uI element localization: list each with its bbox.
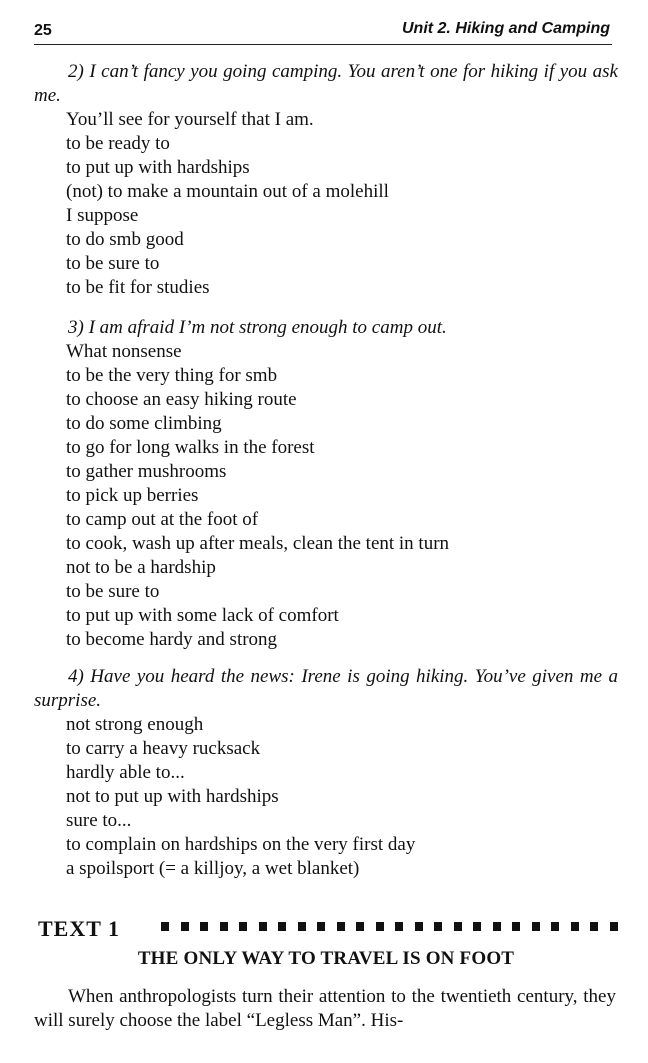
exercise-section-3 xyxy=(34,316,618,652)
decorative-square-rule xyxy=(161,922,618,934)
text-label: TEXT 1 xyxy=(38,916,121,941)
phrase-item: a spoilsport (= a killjoy, a wet blanket) xyxy=(66,858,360,879)
unit-title: Unit 2. Hiking and Camping xyxy=(401,20,610,37)
phrase-item: to gather mushrooms xyxy=(66,461,227,482)
text-title: THE ONLY WAY TO TRAVEL IS ON FOOT xyxy=(137,948,515,969)
phrase-item: to go for long walks in the forest xyxy=(66,437,315,458)
question-4: 4) Have you heard the news: Irene is going hiking. You’ve given me a surprise. xyxy=(34,666,618,711)
phrase-item: to complain on hardships on the very first day xyxy=(66,834,416,855)
phrase-item: sure to... xyxy=(66,810,132,831)
question-2: 2) I can’t fancy you going camping. You aren’t one for hiking if you ask me. xyxy=(34,61,618,106)
phrase-item: to cook, wash up after meals, clean the tent in turn xyxy=(66,533,450,554)
exercise-section-2 xyxy=(34,60,618,300)
exercise-section-4 xyxy=(34,665,618,881)
phrase-list-3 xyxy=(34,340,618,652)
phrase-item: to camp out at the foot of xyxy=(66,509,259,530)
phrase-item: to become hardy and strong xyxy=(66,629,278,650)
phrase-item: (not) to make a mountain out of a molehill xyxy=(66,181,389,202)
phrase-item: not strong enough xyxy=(66,714,204,735)
phrase-item: not to be a hardship xyxy=(66,557,216,578)
question-3: 3) I am afraid I’m not strong enough to camp out. xyxy=(68,317,447,338)
phrase-item: to be sure to xyxy=(66,253,160,274)
phrase-item: You’ll see for yourself that I am. xyxy=(66,109,314,130)
phrase-item: to be fit for studies xyxy=(66,277,210,298)
phrase-list-4 xyxy=(34,713,618,881)
phrase-item: to be ready to xyxy=(66,133,170,154)
phrase-item: I suppose xyxy=(66,205,139,226)
phrase-item: to carry a heavy rucksack xyxy=(66,738,261,759)
phrase-item: to be the very thing for smb xyxy=(66,365,278,386)
phrase-item: What nonsense xyxy=(66,341,182,362)
phrase-item: hardly able to... xyxy=(66,762,185,783)
phrase-item: to do some climbing xyxy=(66,413,222,434)
phrase-item: to put up with some lack of comfort xyxy=(66,605,339,626)
page-number: 25 xyxy=(34,22,52,39)
page-header xyxy=(34,18,612,45)
text-heading xyxy=(38,916,618,944)
phrase-item: to choose an easy hiking route xyxy=(66,389,297,410)
body-paragraph: When anthropologists turn their attention to the twentieth century, they will surely choose the label “Legless Man”. His- xyxy=(34,986,616,1031)
phrase-item: to put up with hardships xyxy=(66,157,250,178)
phrase-item: to be sure to xyxy=(66,581,160,602)
phrase-item: not to put up with hardships xyxy=(66,786,279,807)
phrase-item: to do smb good xyxy=(66,229,184,250)
phrase-item: to pick up berries xyxy=(66,485,199,506)
phrase-list-2 xyxy=(34,108,618,300)
